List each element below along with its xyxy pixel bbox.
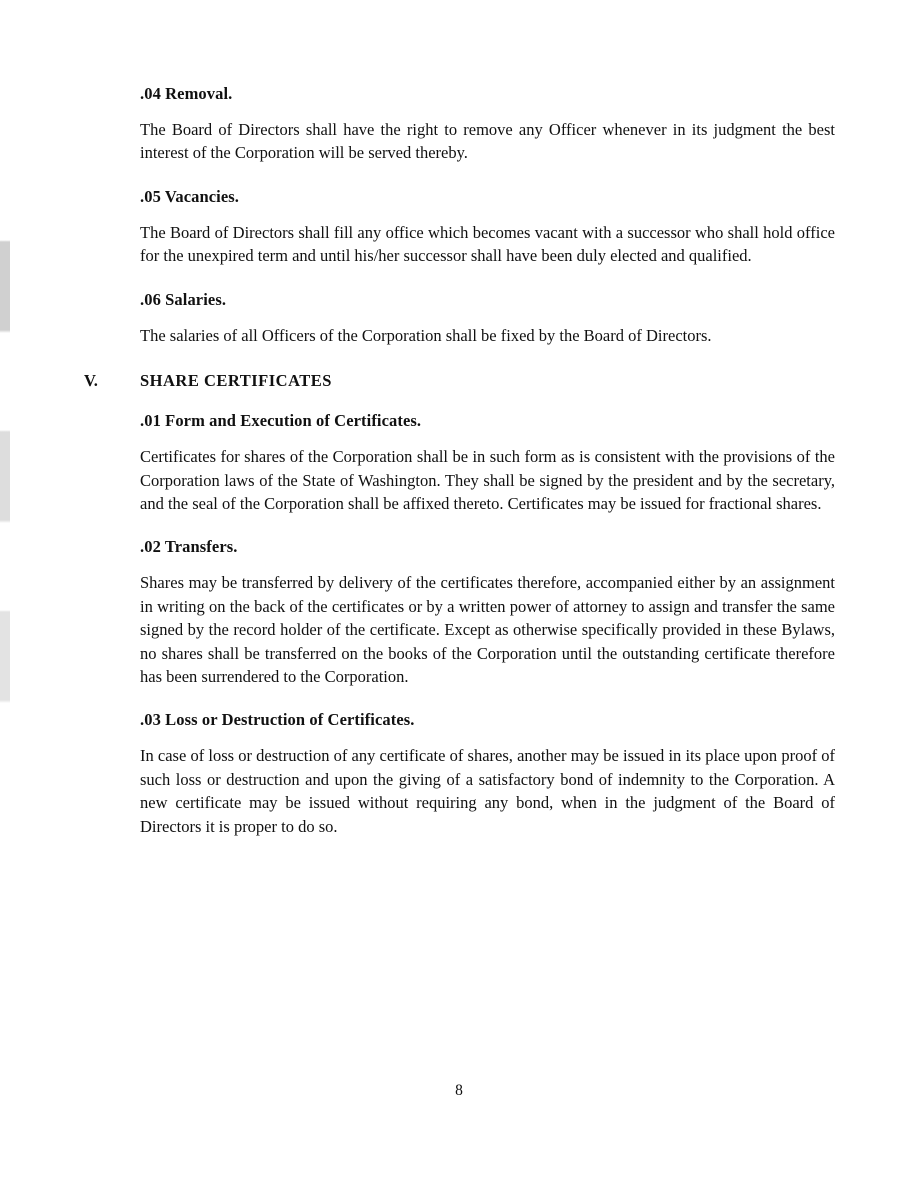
section-body-vacancies: The Board of Directors shall fill any office which becomes vacant with a successor who shall hold office for the unexpired term and until his/her successor shall have been duly elected and qualified. — [140, 222, 835, 266]
section-heading-loss-or-destruction: .03 Loss or Destruction of Certificates. — [140, 710, 415, 730]
section-heading-transfers: .02 Transfers. — [140, 537, 238, 557]
scan-edge-artifact — [0, 0, 10, 1188]
section-heading-salaries: .06 Salaries. — [140, 289, 227, 309]
section-heading-form-and-execution: .01 Form and Execution of Certificates. — [140, 411, 422, 431]
section-body-form-and-execution: Certificates for shares of the Corporation shall be in such form as is consistent with the provisions of the Corporation laws of the State of Washington. They shall be signed by the president and by the secretary, and the seal of the Corporation shall be affixed thereto. Certificates may be issued for fractional shares. — [140, 447, 835, 513]
section-heading-removal: .04 Removal. — [140, 84, 233, 103]
section-body-removal: The Board of Directors shall have the right to remove any Officer whenever in its judgment the best interest of the Corporation will be served thereby. — [140, 120, 835, 163]
article-heading — [84, 371, 835, 391]
article-title: SHARE CERTIFICATES — [140, 371, 332, 391]
section-body-transfers: Shares may be transferred by delivery of the certificates therefore, accompanied either by an assignment in writing on the back of the certificates or by a written power of attorney to assign and transfer the same signed by the record holder of the certificate. Except as otherwise specifically provided in these Bylaws, no shares shall be transferred on the books of the Corporation until the outstanding certificate therefore has been surrendered to the Corporation. — [140, 573, 835, 687]
section-heading-vacancies: .05 Vacancies. — [140, 186, 240, 206]
section-body-loss-or-destruction: In case of loss or destruction of any certificate of shares, another may be issued in its place upon proof of such loss or destruction and upon the giving of a satisfactory bond of indemnity to the Corporation. A new certificate may be issued without requiring any bond, when in the judgment of the Board of Directors it is proper to do so. — [140, 746, 835, 836]
page-number: 8 — [455, 1082, 463, 1099]
section-body-salaries: The salaries of all Officers of the Corporation shall be fixed by the Board of Directors. — [140, 325, 712, 345]
article-numeral: V. — [84, 371, 98, 391]
document-body — [84, 84, 835, 860]
